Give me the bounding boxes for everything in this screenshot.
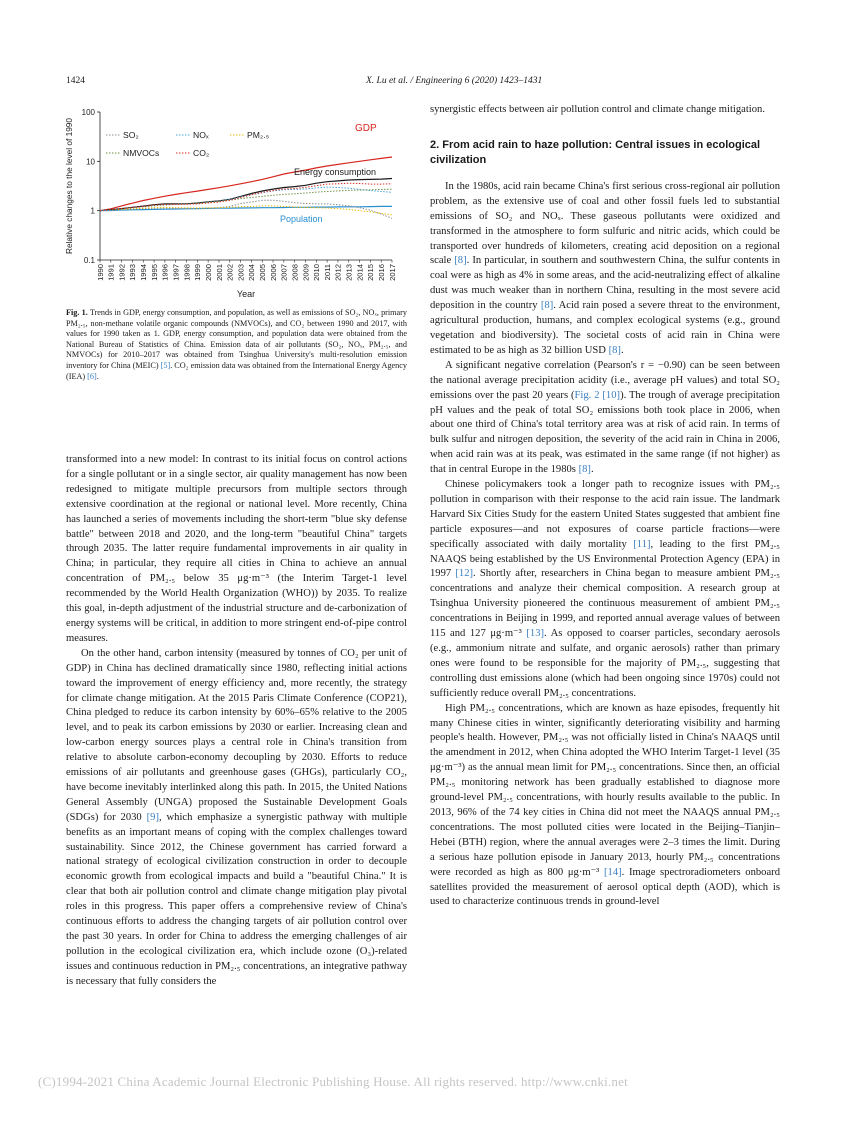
- text-run: A significant negative correlation (Pearson's r = −0.90) can be seen between the national average precipitation acidity (i.e., average pH values) and total SO₂ emissions over the past 20 years (: [430, 359, 780, 401]
- text-run: ). The trough of average precipitation pH values and the peak of total SO₂ emissions both took place in 2006, when about one third of China's total territory area was at risk of acid rain. In terms of bulk sulfur and nitrogen deposition, the severity of the acid rain in China in 2006, when acid rain was at its peak, was estimated in the same range (if not higher) as that in central Europe in the 1980s: [430, 389, 780, 476]
- running-header: [66, 76, 786, 90]
- caption-label: Fig. 1.: [66, 308, 88, 317]
- legend-label: NOₓ: [193, 130, 209, 140]
- y-axis-label: Relative changes to the level of 1990: [64, 117, 74, 255]
- x-tick-label: 1992: [117, 264, 127, 281]
- paragraph-haze: [430, 702, 780, 911]
- x-tick-label: 2007: [279, 264, 289, 281]
- x-tick-label: 2013: [344, 264, 354, 281]
- x-tick-label: 2016: [376, 264, 386, 281]
- annotation-label: Population: [280, 214, 323, 224]
- x-axis-label: Year: [236, 289, 256, 299]
- ref-13[interactable]: [13]: [526, 628, 545, 640]
- running-title: X. Lu et al. / Engineering 6 (2020) 1423–1431: [366, 76, 543, 86]
- copyright-footer: (C)1994-2021 China Academic Journal Electronic Publishing House. All rights reserved. http://www.cnki.net: [38, 1074, 628, 1089]
- annotation-label: Energy consumption: [294, 167, 377, 177]
- caption-ref-5[interactable]: [5]: [160, 360, 171, 370]
- x-tick-label: 2003: [236, 264, 246, 281]
- page-number: 1424: [66, 76, 85, 86]
- x-tick-label: 2006: [268, 264, 278, 281]
- x-tick-label: 1993: [128, 264, 138, 281]
- paragraph-correlation: [430, 359, 780, 478]
- text-run: .: [620, 344, 624, 356]
- ref-14[interactable]: [14]: [604, 866, 622, 878]
- x-tick-label: 2015: [366, 264, 376, 281]
- legend-label: CO₂: [193, 148, 210, 158]
- series-line-gdp: [100, 157, 392, 211]
- x-tick-label: 2012: [333, 264, 343, 281]
- paragraph-carbon-intensity: [66, 647, 407, 990]
- ref-8[interactable]: [8]: [540, 300, 554, 312]
- x-tick-label: 2014: [355, 264, 365, 281]
- ref-9[interactable]: [9]: [146, 811, 159, 823]
- annotation-label: GDP: [355, 123, 377, 134]
- legend-label: PM₂.₅: [247, 130, 270, 140]
- paragraph-pm25-policy: [430, 478, 780, 702]
- text-run: . In particular, in southern and southwestern China, the sulfur contents in coal were as high as 4% in some areas, and the acid-neutralizing effect of alkaline dust was much weaker than in northern China, resulting in the most severe acid deposition in the country: [430, 255, 780, 312]
- trend-chart: [62, 100, 412, 300]
- x-tick-label: 1994: [139, 264, 149, 281]
- series-line-population: [100, 206, 392, 210]
- text-run: In the 1980s, acid rain became China's first serious cross-regional air pollution problem, as the extensive use of coal and other fossil fuels led to substantial emissions of SO₂ and NOₓ. These gaseous pollutants were oxidized and transformed in the atmosphere to form sulfuric and nitric acids, which could be transported over hundreds of kilometers, creating acid deposition on a regional scale: [430, 180, 780, 267]
- text-run: . Acid rain posed a severe threat to the environment, agricultural production, humans, and complex ecological systems (e.g., ground vegetation and biodiversity). The societal costs of acid rain in China were estimated to be as high as 32 billion USD: [430, 300, 780, 356]
- x-tick-label: 2009: [301, 264, 311, 281]
- text-run: On the other hand, carbon intensity (measured by tonnes of CO₂ per unit of GDP) in China has declined dramatically since 1980, reflecting initial actions toward the improvement of energy efficiency and, more recently, the strategy for climate change mitigation. At the 2015 Paris Climate Conference (COP21), China pledged to reduce its carbon intensity by 60%–65% relative to the 2005 level, and to peak its carbon emissions by 2030 or earlier. Increasing clean and low-carbon energy sources plays a central role in China's transition from relative to absolute carbon-economy decoupling by 2030. Efforts to reduce emissions of air pollutants and greenhouse gases (GHGs), particularly CO₂, have become inevitably interlinked along this path. In 2015, the United Nations General Assembly (UNGA) proposed the Sustainable Development Goals (SDGs) for 2030: [66, 647, 407, 823]
- right-column-top: [430, 103, 780, 910]
- text-run: High PM₂.₅ concentrations, which are known as haze episodes, frequently hit many Chinese cities in winter, significantly deteriorating visibility and harming people's health. However, PM₂.₅ was not officially listed in China's NAAQS until the amendment in 2012, when China adopted the WHO Interim Target-1 level (35 μg·m⁻³) as the annual mean limit for PM₂.₅ concentrations. Since then, an official PM₂.₅ monitoring network has been gradually established to diagnose more ground-level PM₂.₅ concentrations, with hourly results available to the public. In 2013, 96% of the 74 key cities in China did not meet the NAAQS annual PM₂.₅ concentrations. The most polluted cities were located in the Beijing–Tianjin–Hebei (BTH) region, where the annual averages were 2–3 times the limit. During a serious haze pollution episode in January 2013, hourly PM₂.₅ concentrations were recorded as high as 800 μg·m⁻³: [430, 702, 780, 878]
- legend-label: SO₂: [123, 130, 139, 140]
- ref-8[interactable]: [8]: [454, 255, 467, 267]
- text-run: Chinese policymakers took a longer path to recognize issues with PM₂.₅ pollution in comparison with their response to the acid rain issue. The landmark Harvard Six Cities Study for the eastern United States suggested that ambient fine particle exposures—and not exposures of coarse particle fractions—were specifically associated with daily mortality: [430, 479, 780, 550]
- text-run: , leading to the first PM₂.₅ NAAQS being established by the US Environmental Protection Agency (EPA) in 1997: [430, 538, 780, 580]
- x-tick-label: 2010: [312, 264, 322, 281]
- ref-11[interactable]: [11]: [633, 538, 651, 550]
- x-tick-label: 2001: [214, 264, 224, 281]
- figure-caption: [66, 308, 407, 382]
- x-tick-label: 2008: [290, 264, 300, 281]
- ref-12[interactable]: [12]: [455, 568, 474, 580]
- x-tick-label: 1997: [171, 264, 181, 281]
- x-tick-label: 1990: [95, 264, 105, 281]
- y-tick-label: 100: [81, 108, 95, 117]
- section-heading: 2. From acid rain to haze pollution: Central issues in ecological civilization: [430, 138, 761, 166]
- paragraph-continuation: synergistic effects between air pollution control and climate change mitigation.: [430, 104, 765, 115]
- caption-text: Trends in GDP, energy consumption, and population, as well as emissions of SO₂, NOₓ, primary PM₂.₅, non-methane volatile organic compounds (NMVOCs), and CO₂ between 1990 and 2017, with values for 1990 taken as 1. GDP, energy consumption, and population data were obtained from the National Bureau of Statistics of China. Emission data of air pollutants (SO₂, NOₓ, PM₂.₅, and NMVOCs) for 2010–2017 was obtained from Tsinghua University's multi-resolution emission inventory for China (MEIC): [66, 308, 407, 370]
- x-tick-label: 2004: [247, 264, 257, 281]
- x-tick-label: 2017: [387, 264, 397, 281]
- x-tick-label: 1999: [193, 264, 203, 281]
- text-run: . As opposed to coarser particles, secondary aerosols (e.g., ammonium nitrate and sulfate, and organic aerosols) rather than primary ones were found to be responsible for the majority of PM₂.₅, suggesting that controlling dust emissions alone (which had been ongoing since 1970s) could not sufficiently reduce overall PM₂.₅ concentrations.: [430, 628, 780, 699]
- x-tick-label: 2011: [322, 264, 332, 281]
- y-tick-label: 10: [86, 157, 95, 167]
- text-run: . Shortly after, researchers in China began to measure ambient PM₂.₅ concentrations and analyze their chemical composition. A research group at Tsinghua University pioneered the continuous measurement of ambient PM₂.₅ concentrations in Beijing in 1999, and reported annual average values of between 115 and 127 μg·m⁻³: [430, 568, 780, 640]
- ref-fig2[interactable]: Fig. 2 [10]: [574, 389, 621, 401]
- caption-ref-6[interactable]: [6]: [87, 371, 97, 381]
- caption-mid: . CO₂ emission data was obtained from the International Energy Agency (IEA): [66, 360, 408, 381]
- paragraph-new-model: transformed into a new model: In contrast to its initial focus on control actions for a single pollutant or in a single sector, air quality management has now been redesigned to mitigate multiple precursors from multiple sectors through extensive coordination at the regional or national level. More recently, China has launched a series of movements including the short-term "blue sky defense battle" between 2018 and 2020, and the long-term "beautiful China" targets through 2035. The latter require fundamental improvements in air quality in China; in particular, they require all cities in China to achieve an annual concentration of PM₂.₅ below 35 μg·m⁻³ (the Interim Target-1 level recommended by the World Health Organization (WHO)) by 2035. To realize this goal, in-depth adjustment of the industrial structure and de-carbonization of energy systems will be critical, in addition to more stringent end-of-pipe control measures.: [66, 454, 407, 644]
- ref-8[interactable]: [8]: [608, 344, 621, 356]
- x-tick-label: 2005: [258, 264, 268, 281]
- left-column-body: [66, 453, 407, 990]
- figure-1: [62, 100, 412, 300]
- y-tick-label: 1: [90, 206, 95, 216]
- x-tick-label: 1991: [106, 264, 116, 281]
- x-tick-label: 1998: [182, 264, 192, 281]
- x-tick-label: 1995: [149, 264, 159, 281]
- text-run: . Image spectroradiometers onboard satellites provided the measurement of aerosol optical depth (AOD), which is used to characterize continuous trends in ground-level: [430, 866, 781, 908]
- text-run: , which emphasize a synergistic pathway with multiple benefits as an important means of coping with the complex challenges toward sustainability. Since 2012, the Chinese government has carried forward a national strategy of ecological civilization construction in order to decouple economic growth from ecological impacts and build a "beautiful China." It is clear that both air pollution control and climate change mitigation play pivotal roles in this progress. This paper offers a comprehensive review of China's continuous efforts to address the changing targets of air pollution control over the past 30 years. In order for China to address the emerging challenges of air pollution in the ecological civilization era, which include ozone (O₃)-related issues and continuous reduction in PM₂.₅ concentrations, an integrative pathway is necessary that fully considers the: [66, 811, 407, 987]
- text-run: .: [590, 464, 594, 476]
- caption-end: .: [96, 371, 99, 381]
- paragraph-acid-rain: [430, 180, 780, 359]
- x-tick-label: 1996: [160, 264, 170, 281]
- legend-label: NMVOCs: [123, 148, 160, 158]
- x-tick-label: 2000: [203, 264, 213, 281]
- x-tick-label: 2002: [225, 264, 235, 281]
- y-tick-label: 0.1: [83, 256, 95, 265]
- ref-8[interactable]: [8]: [578, 464, 591, 476]
